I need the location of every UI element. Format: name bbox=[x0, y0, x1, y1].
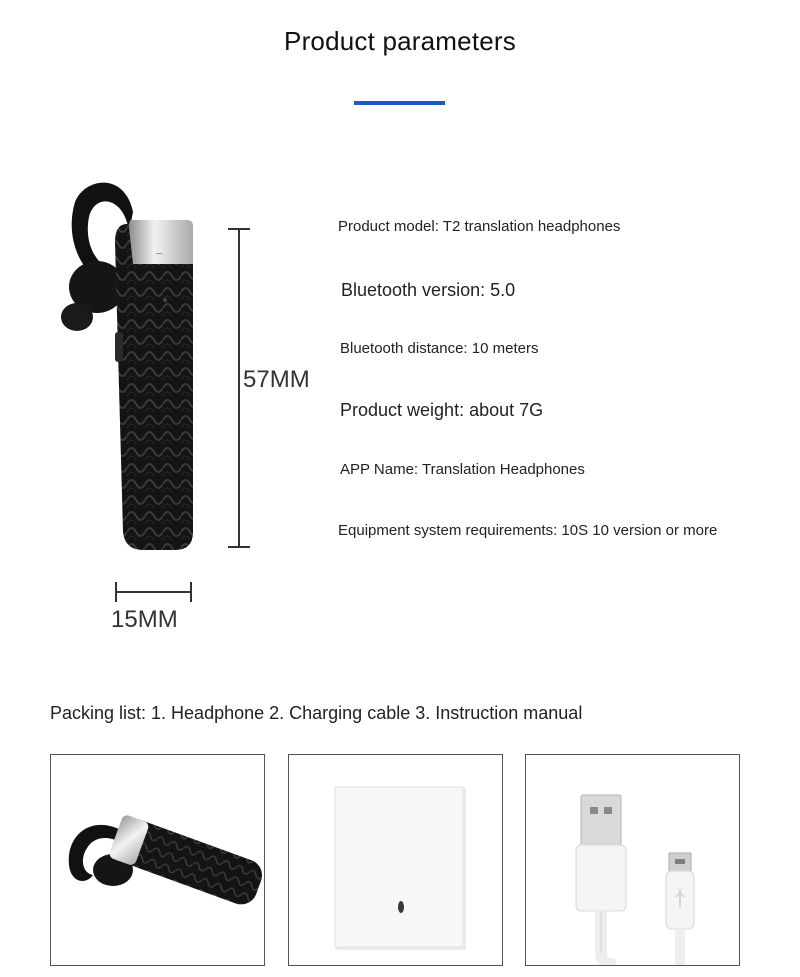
height-dimension-line bbox=[238, 228, 240, 548]
spec-bluetooth-version: Bluetooth version: 5.0 bbox=[341, 280, 516, 300]
spec-model: Product model: T2 translation headphones bbox=[338, 218, 621, 235]
page-title: Product parameters bbox=[284, 26, 516, 56]
spec-system-requirements: Equipment system requirements: 10S 10 version or more bbox=[338, 522, 718, 539]
packing-item-headphone bbox=[50, 754, 265, 966]
spec-app-name: APP Name: Translation Headphones bbox=[340, 461, 585, 478]
spec-weight: Product weight: about 7G bbox=[340, 400, 544, 420]
width-dimension-line bbox=[116, 591, 192, 593]
width-dimension-cap-left bbox=[115, 582, 117, 602]
height-dimension-cap-bottom bbox=[228, 546, 250, 548]
packing-item-manual bbox=[288, 754, 503, 966]
title-underline bbox=[354, 101, 445, 105]
usb-cable-thumbnail-icon bbox=[526, 755, 739, 965]
packing-item-cable bbox=[525, 754, 740, 966]
width-dimension-cap-right bbox=[190, 582, 192, 602]
headphone-image bbox=[55, 172, 205, 557]
packing-list-text: Packing list: 1. Headphone 2. Charging cable 3. Instruction manual bbox=[50, 703, 583, 723]
height-dimension-label: 57MM bbox=[243, 366, 310, 393]
svg-text:⌒: ⌒ bbox=[155, 253, 163, 262]
height-dimension-cap-top bbox=[228, 228, 250, 230]
spec-bluetooth-distance: Bluetooth distance: 10 meters bbox=[340, 340, 539, 357]
headphone-thumbnail-icon bbox=[51, 755, 264, 965]
manual-thumbnail-icon bbox=[289, 755, 502, 965]
width-dimension-label: 15MM bbox=[111, 606, 178, 633]
